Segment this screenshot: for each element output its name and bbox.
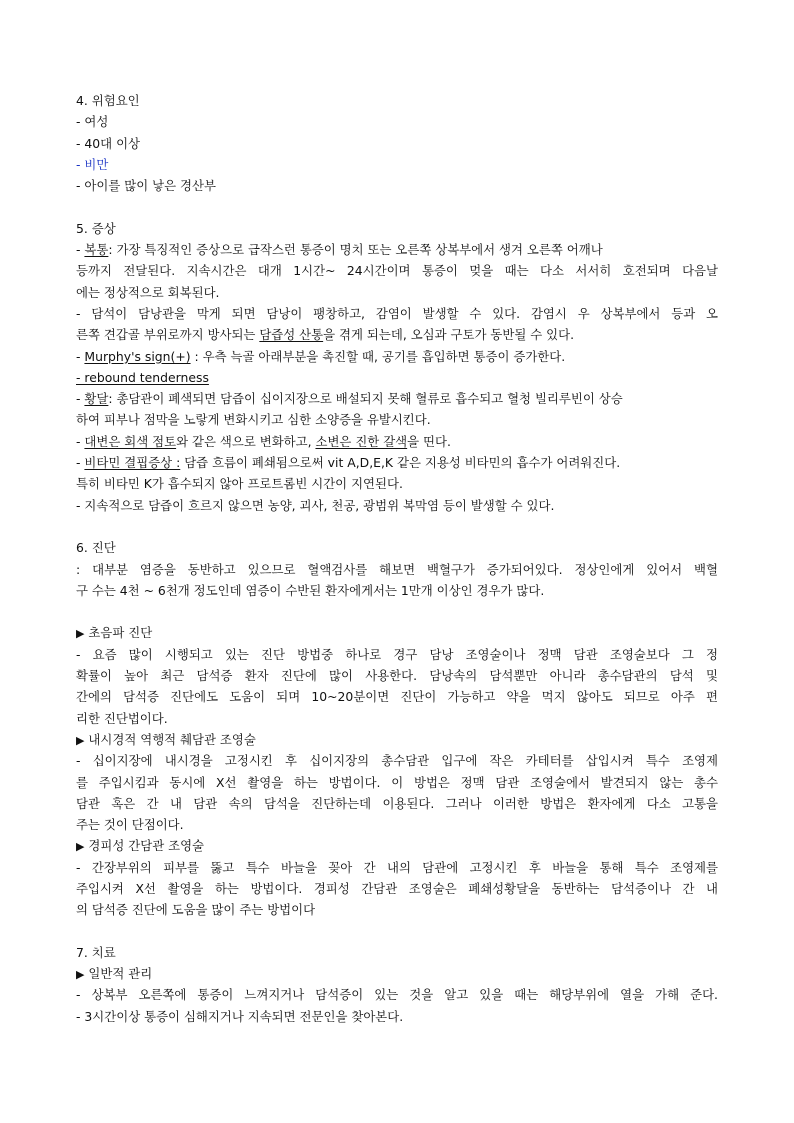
- ptc-line3: 의 담석증 진단에 도움을 많이 주는 방법이다: [76, 902, 316, 918]
- ercp-heading: ▶ 내시경적 역행적 췌담관 조영술: [76, 731, 256, 747]
- keyword-gray-stool: 대변은 회색 점토: [84, 433, 177, 449]
- section-6-title: 6. 진단: [76, 540, 116, 556]
- risk-item-age: - 40대 이상: [76, 135, 141, 151]
- treatment-line1: - 상복부 오른쪽에 통증이 느껴지거나 담석증이 있는 것을 알고 있을 때는 해당부위에 열을 가해 준다.: [76, 987, 718, 1003]
- diagnosis-intro-line2: 구 수는 4천 ~ 6천개 정도인데 염증이 수반된 환자에게서는 1만개 이상인 경우가 많다.: [76, 582, 545, 598]
- ercp-line3: 담관 혹은 간 내 담관 속의 담석을 진단하는데 이용된다. 그러나 이러한 방법은 환자에게 다소 고통을: [76, 795, 718, 811]
- arrow-icon: ▶: [76, 840, 85, 854]
- symptom-stool-urine: - 대변은 회색 점토와 같은 색으로 변화하고, 소변은 진한 갈색을 띤다.: [76, 433, 451, 449]
- symptom-jaundice-line1: - 황달: 총담관이 폐색되면 담즙이 십이지장으로 배설되지 못해 혈류로 흡수되고 혈청 빌리루빈이 상승: [76, 391, 623, 407]
- symptom-pain-line3: 에는 정상적으로 회복된다.: [76, 284, 220, 300]
- section-5-title: 5. 증상: [76, 220, 116, 236]
- keyword-jaundice: 황달: [84, 391, 109, 407]
- ptc-line1: - 간장부위의 피부를 뚫고 특수 바늘을 꽂아 간 내의 담관에 고정시킨 후 바늘을 통해 특수 조영제를: [76, 859, 718, 875]
- symptom-obstruction-line2: 른쪽 견갑골 부위로까지 방사되는 담즙성 산통을 겪게 되는데, 오심과 구토가 동반될 수 있다.: [76, 327, 575, 343]
- ptc-heading: ▶ 경피성 간담관 조영술: [76, 838, 205, 854]
- symptom-rebound-tenderness: - rebound tenderness: [76, 369, 209, 385]
- ultrasound-line3: 간에의 담석증 진단에도 도움이 되며 10~20분이면 진단이 가능하고 약을 먹지 않아도 되므로 아주 편: [76, 689, 718, 705]
- section-7-title: 7. 치료: [76, 944, 116, 960]
- ercp-line1: - 십이지장에 내시경을 고정시킨 후 십이지장의 총수담관 입구에 작은 카테터를 삽입시켜 특수 조영제: [76, 753, 718, 769]
- ultrasound-heading: ▶ 초음파 진단: [76, 625, 153, 641]
- arrow-icon: ▶: [76, 627, 85, 641]
- section-4-title: 4. 위험요인: [76, 93, 140, 108]
- ultrasound-line1: - 요즘 많이 시행되고 있는 진단 방법중 하나로 경구 담낭 조영술이나 정맥 담관 조영술보다 그 정: [76, 646, 718, 662]
- ultrasound-line4: 리한 진단법이다.: [76, 710, 168, 726]
- keyword-vitamin-deficiency: 비타민 결핍증상 :: [84, 455, 181, 471]
- arrow-icon: ▶: [76, 733, 85, 747]
- ultrasound-line2: 확률이 높아 최근 담석증 환자 진단에 많이 사용한다. 담낭속의 담석뿐만 아니라 총수담관의 담석 및: [76, 668, 718, 684]
- symptom-murphy-sign: - Murphy's sign(+) : 우측 늑골 아래부분을 촉진할 때, 공기를 흡입하면 통증이 증가한다.: [76, 348, 566, 364]
- ptc-line2: 주입시켜 X선 촬영을 하는 방법이다. 경피성 간담관 조영술은 폐쇄성황달을 동반하는 담석증이나 간 내: [76, 880, 718, 896]
- symptom-vitamin-line1: - 비타민 결핍증상 : 담즙 흐름이 폐쇄됨으로써 vit A,D,E,K 같은 지용성 비타민의 흡수가 어려워진다.: [76, 455, 621, 471]
- ercp-line2: 를 주입시킴과 동시에 X선 촬영을 하는 방법이다. 이 방법은 정맥 담관 조영술에서 발견되지 않는 총수: [76, 774, 718, 790]
- symptom-pain-line1: - 복통: 가장 특징적인 증상으로 급작스런 통증이 명치 또는 오른쪽 상복부에서 생겨 오른쪽 어깨나: [76, 242, 603, 258]
- keyword-biliary-colic: 담즙성 산통: [259, 327, 324, 343]
- keyword-dark-urine: 소변은 진한 갈색: [315, 433, 408, 449]
- treatment-line2: - 3시간이상 통증이 심해지거나 지속되면 전문인을 찾아본다.: [76, 1008, 404, 1024]
- keyword-murphy-sign: Murphy's sign(+): [84, 348, 191, 364]
- symptom-pain-line2: 등까지 전달된다. 지속시간은 대개 1시간~ 24시간이며 통증이 멎을 때는 다소 서서히 호전되며 다음날: [76, 263, 718, 279]
- arrow-icon: ▶: [76, 968, 85, 982]
- risk-item-multipara: - 아이를 많이 낳은 경산부: [76, 178, 216, 194]
- general-care-heading: ▶ 일반적 관리: [76, 966, 153, 982]
- risk-item-obesity: - 비만: [76, 156, 109, 172]
- symptom-complications: - 지속적으로 담즙이 흐르지 않으면 농양, 괴사, 천공, 광범위 복막염 등이 발생할 수 있다.: [76, 497, 555, 513]
- document-page: [76, 90, 718, 1027]
- symptom-vitamin-line2: 특히 비타민 K가 흡수되지 않아 프로트롬빈 시간이 지연된다.: [76, 476, 403, 492]
- keyword-pain: 복통: [84, 242, 109, 258]
- ercp-line4: 주는 것이 단점이다.: [76, 817, 184, 833]
- symptom-jaundice-line2: 하여 피부나 점막을 노랗게 변화시키고 심한 소양증을 유발시킨다.: [76, 412, 431, 428]
- risk-item-female: - 여성: [76, 114, 109, 130]
- symptom-obstruction-line1: - 담석이 담낭관을 막게 되면 담낭이 팽창하고, 감염이 발생할 수 있다. 감염시 우 상복부에서 등과 오: [76, 305, 718, 321]
- diagnosis-intro-line1: : 대부분 염증을 동반하고 있으므로 혈액검사를 해보면 백혈구가 증가되어있다. 정상인에게 있어서 백혈: [76, 561, 718, 577]
